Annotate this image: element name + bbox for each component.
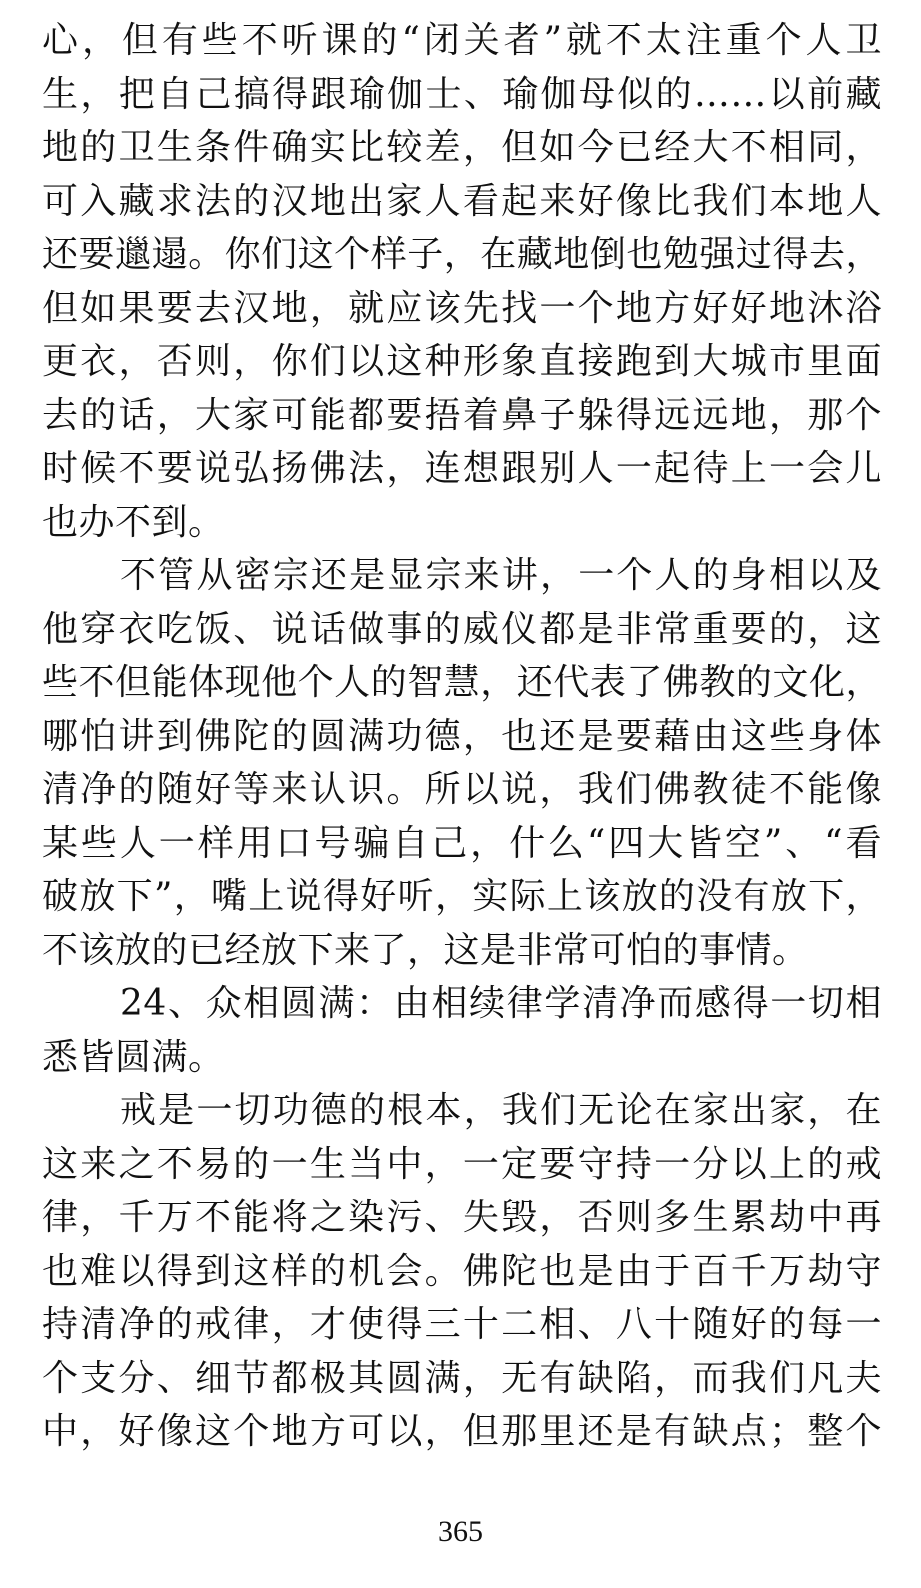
text-line: 24、众相圆满：由相续律学清净而感得一切相 bbox=[120, 983, 882, 1024]
text-line: 时候不要说弘扬佛法，连想跟别人一起待上一会儿 bbox=[42, 448, 882, 489]
text-line: 不管从密宗还是显宗来讲，一个人的身相以及 bbox=[120, 555, 882, 596]
paragraph-3-heading bbox=[42, 977, 882, 1084]
text-line: 律，千万不能将之染污、失毁，否则多生累劫中再 bbox=[42, 1197, 882, 1238]
text-line: 更衣，否则，你们以这种形象直接跑到大城市里面 bbox=[42, 341, 882, 382]
text-line: 某些人一样用口号骗自己，什么“四大皆空”、“看 bbox=[42, 822, 882, 864]
text-line: 个支分、细节都极其圆满，无有缺陷，而我们凡夫 bbox=[42, 1357, 882, 1399]
text-line: 哪怕讲到佛陀的圆满功德，也还是要藉由这些身体 bbox=[42, 715, 882, 757]
text-line: 地的卫生条件确实比较差，但如今已经大不相同， bbox=[42, 127, 882, 168]
paragraph-4 bbox=[42, 1084, 882, 1459]
text-line: 悉皆圆满。 bbox=[42, 1036, 225, 1078]
text-line: 这来之不易的一生当中，一定要守持一分以上的戒 bbox=[42, 1143, 882, 1185]
text-line: 可入藏求法的汉地出家人看起来好像比我们本地人 bbox=[42, 180, 882, 222]
text-line: 持清净的戒律，才使得三十二相、八十随好的每一 bbox=[42, 1304, 882, 1345]
page-number: 365 bbox=[438, 1515, 483, 1548]
text-line: 也难以得到这样的机会。佛陀也是由于百千万劫守 bbox=[42, 1250, 882, 1292]
text-line: 去的话，大家可能都要捂着鼻子躲得远远地，那个 bbox=[42, 394, 882, 436]
paragraph-1 bbox=[42, 14, 882, 549]
text-line: 中，好像这个地方可以，但那里还是有缺点；整个 bbox=[42, 1411, 882, 1452]
text-line: 不该放的已经放下来了，这是非常可怕的事情。 bbox=[42, 929, 809, 971]
text-line: 戒是一切功德的根本，我们无论在家出家，在 bbox=[120, 1090, 882, 1131]
text-line: 还要邋遢。你们这个样子，在藏地倒也勉强过得去， bbox=[42, 234, 882, 275]
text-line: 破放下”，嘴上说得好听，实际上该放的没有放下， bbox=[42, 876, 882, 917]
paragraph-2 bbox=[42, 549, 882, 977]
text-line: 清净的随好等来认识。所以说，我们佛教徒不能像 bbox=[42, 769, 882, 810]
text-line: 但如果要去汉地，就应该先找一个地方好好地沐浴 bbox=[42, 287, 882, 329]
text-line: 生，把自己搞得跟瑜伽士、瑜伽母似的……以前藏 bbox=[42, 73, 882, 115]
text-line: 些不但能体现他个人的智慧，还代表了佛教的文化， bbox=[42, 662, 882, 703]
text-line: 心，但有些不听课的“闭关者”就不太注重个人卫 bbox=[42, 20, 882, 61]
text-line: 他穿衣吃饭、说话做事的威仪都是非常重要的，这 bbox=[42, 608, 882, 650]
text-line: 也办不到。 bbox=[42, 501, 225, 543]
page-body bbox=[42, 14, 882, 1459]
